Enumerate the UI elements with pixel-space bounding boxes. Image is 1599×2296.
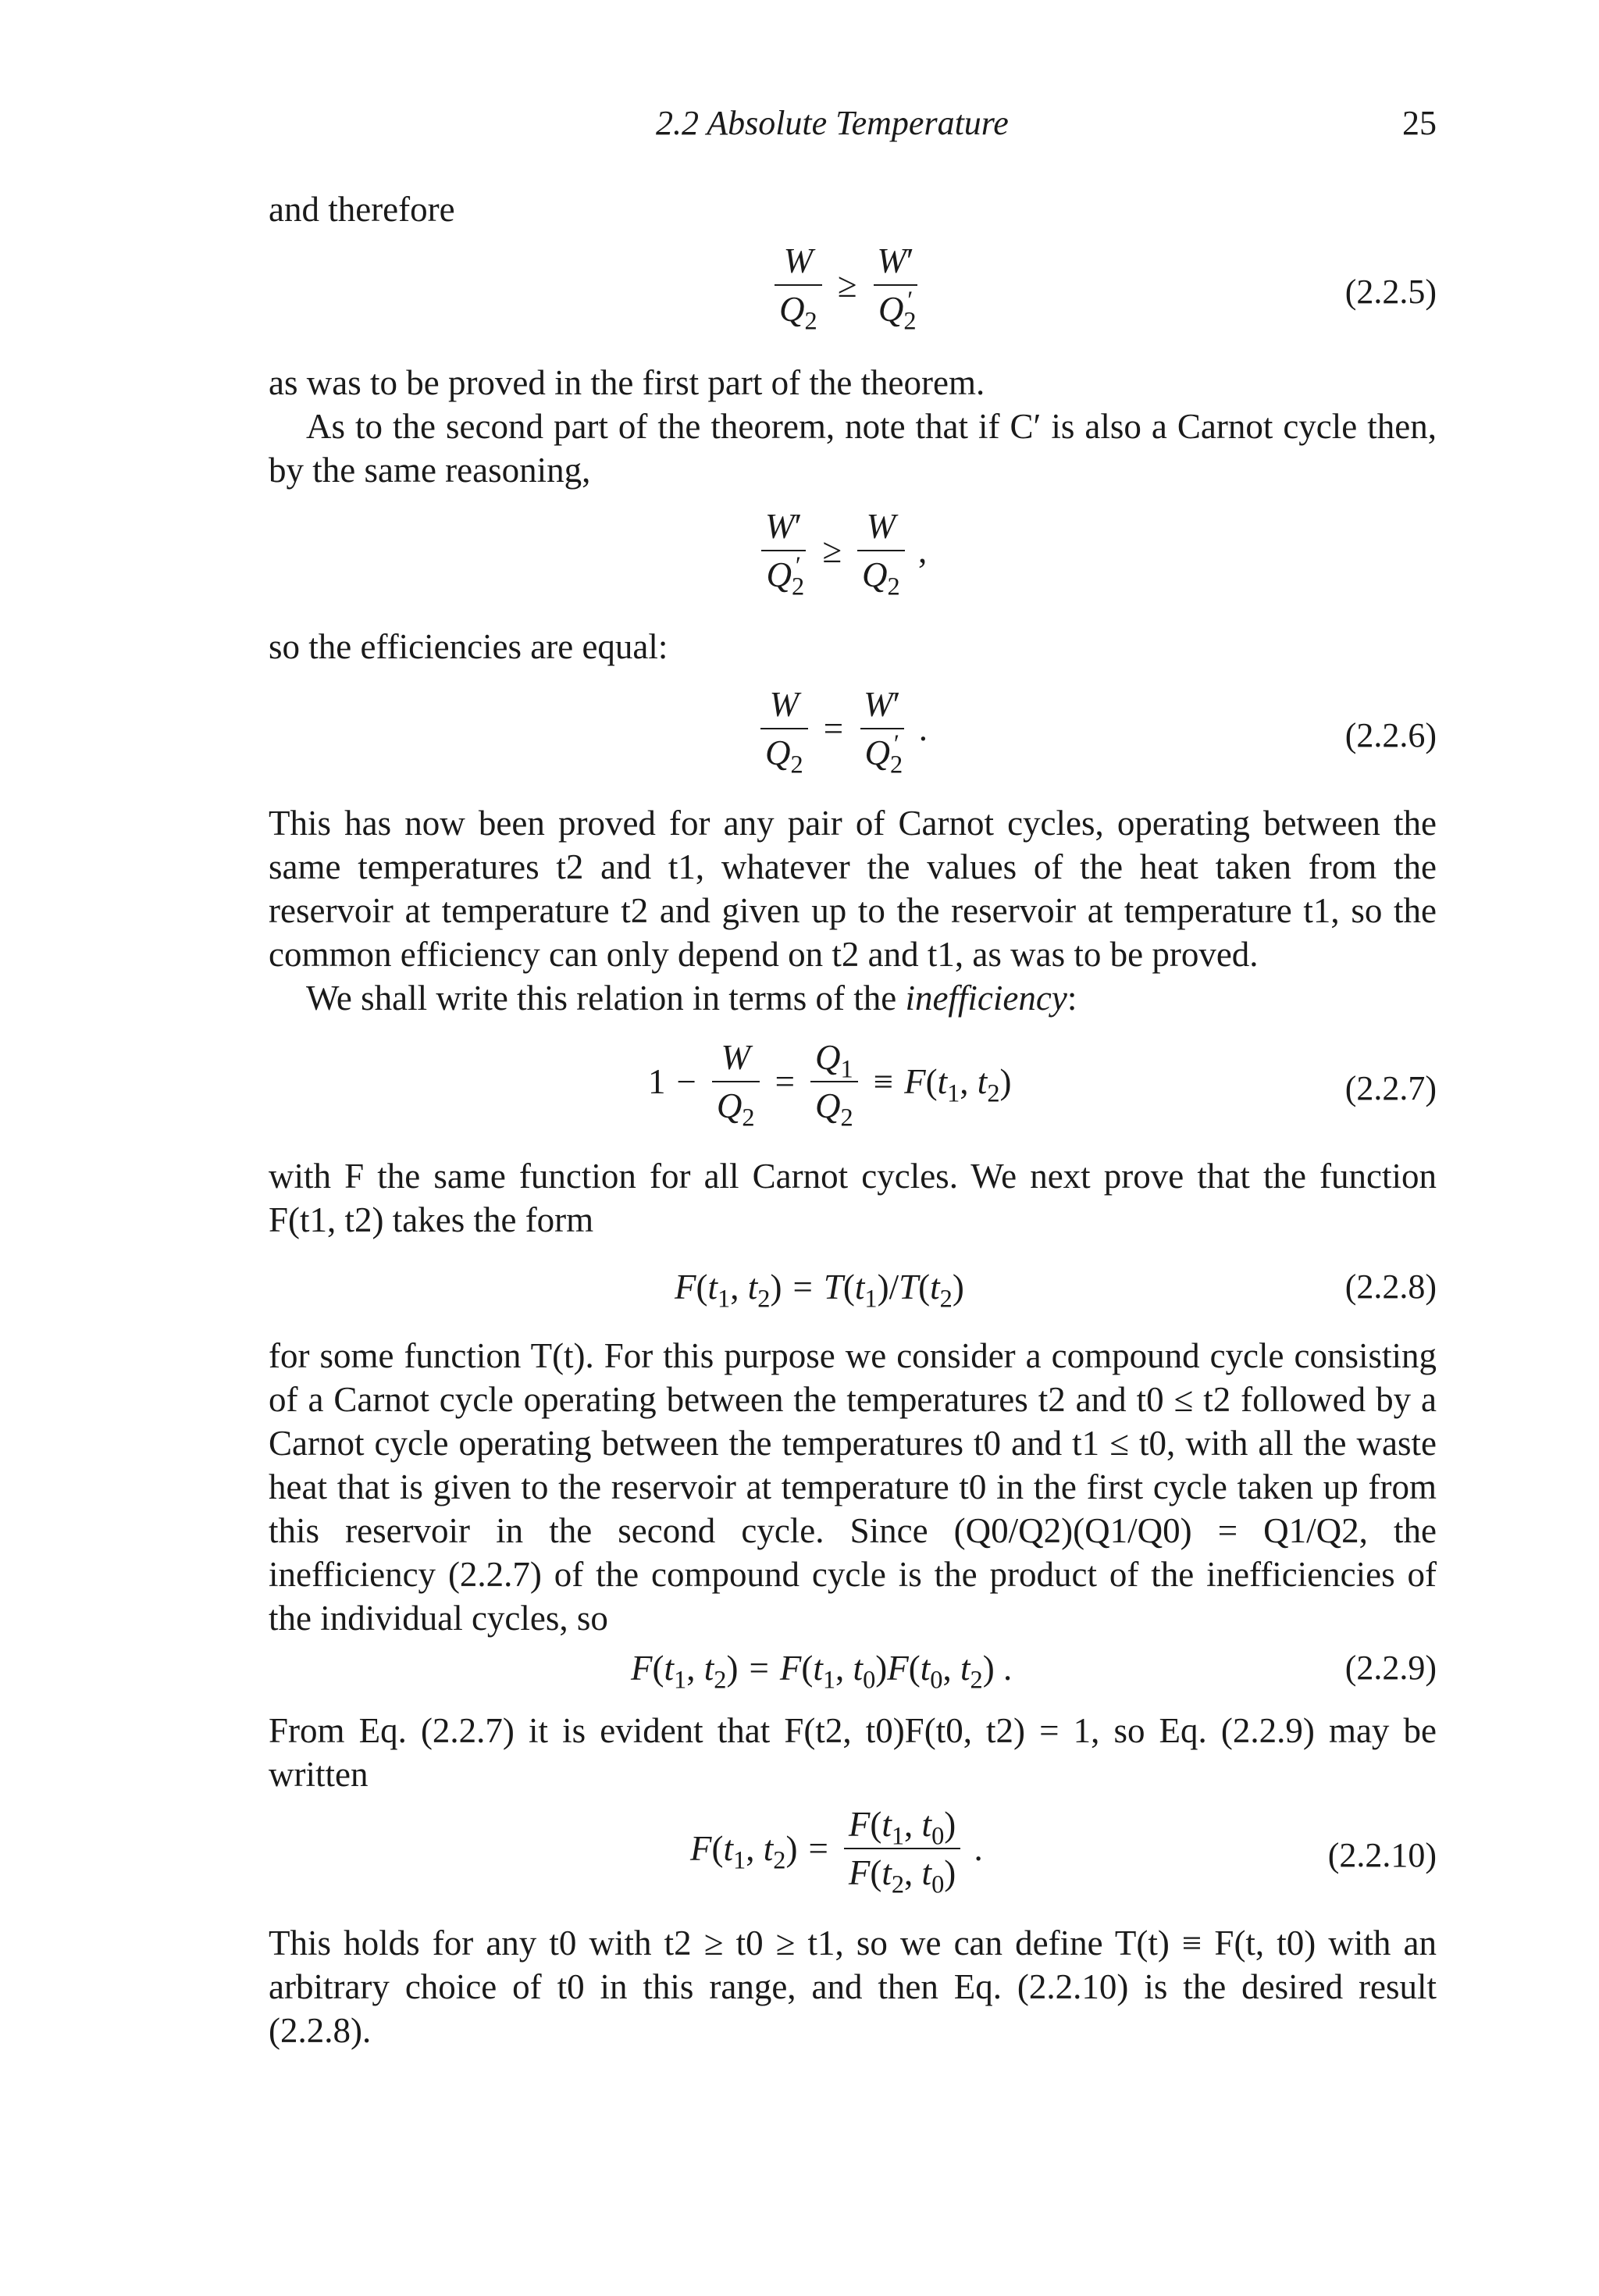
equation-2-2-5: $\frac{W}{Q_2}$ ≥ $\frac{W'}{Q_2'}$ xyxy=(770,242,924,328)
equation-2-2-9: $F(t_1$, $t_2$) = $F(t_1$, $t_0)F(t_0$, $t_2$) . xyxy=(631,1649,1013,1695)
equation-number: (2.2.5) xyxy=(1344,273,1437,311)
fraction: $\frac{W}{Q_2}$ xyxy=(712,1039,760,1125)
paragraph-block xyxy=(269,1921,1437,2052)
paragraph-text: From Eq. (2.2.7) it is evident that F(t2, t0)F(t0, t2) = 1, so Eq. (2.2.9) may be written xyxy=(269,1711,1437,1794)
equation-unnumbered: $\frac{W'}{Q_2'}$ ≥ $\frac{W}{Q_2}$ , xyxy=(756,508,927,594)
running-header-title: 2.2 Absolute Temperature xyxy=(656,104,1009,142)
paragraph-text: This has now been proved for any pair of Carnot cycles, operating between the same temperatures t2 and t1, whatever the values of the heat taken from the reservoir at temperature t2 and given up to the reservoir at temperature t1, so the common efficiency can only depend on t2 and t1, as was to be proved. xyxy=(269,804,1437,974)
paragraph-block xyxy=(269,625,1437,668)
paragraph-text xyxy=(269,976,1437,1020)
paragraph-block xyxy=(269,1709,1437,1796)
paragraph-block xyxy=(269,361,1437,492)
fraction: $\frac{F(t_1, t_0)}{F(t_2, t_0)}$ xyxy=(844,1806,960,1891)
paragraph-block xyxy=(269,1334,1437,1640)
paragraph-text: as was to be proved in the first part of the theorem. xyxy=(269,363,985,402)
paragraph-text: so the efficiencies are equal: xyxy=(269,627,668,666)
text-segment: We shall write this relation in terms of the xyxy=(306,979,906,1018)
equation-number: (2.2.10) xyxy=(1327,1836,1437,1874)
fraction: $\frac{W}{Q_2}$ xyxy=(775,242,822,328)
text-segment: is also a Carnot cycle then, by the same reasoning, xyxy=(269,407,1437,490)
fraction: $\frac{W}{Q_2}$ xyxy=(760,686,808,772)
equation-number: (2.2.9) xyxy=(1344,1649,1437,1687)
fraction: $\frac{W}{Q_2}$ xyxy=(857,508,905,594)
paragraph-block xyxy=(269,801,1437,1020)
paragraph-text: with F the same function for all Carnot cycles. We next prove that the function F(t1, t2) takes the form xyxy=(269,1157,1437,1239)
equation-2-2-8: $F(t_1$, $t_2$) = $T(t_1)/T(t_2)$ xyxy=(675,1267,964,1314)
equation-number: (2.2.6) xyxy=(1344,716,1437,754)
equation-number: (2.2.8) xyxy=(1344,1267,1437,1306)
equation-2-2-7: 1 − $\frac{W}{Q_2}$ = $\frac{Q_1}{Q_2}$ ≡ $F(t_1$, $t_2$) xyxy=(648,1038,1012,1132)
text-segment: As to the second part of the theorem, note that if C xyxy=(306,407,1034,446)
equation-2-2-6: $\frac{W}{Q_2}$ = $\frac{W'}{Q_2'}$ . xyxy=(756,686,928,772)
paragraph-intro xyxy=(269,187,1437,231)
equation-2-2-10: $F(t_1$, $t_2$) = $\frac{F(t_1, t_0)}{F(t_2, t_0)}$ . xyxy=(690,1805,983,1899)
text-segment: : xyxy=(1067,979,1077,1018)
equation-number: (2.2.7) xyxy=(1344,1069,1437,1107)
emphasis-text: inefficiency xyxy=(905,979,1067,1018)
fraction: $\frac{W'}{Q_2'}$ xyxy=(760,508,807,594)
fraction: $\frac{W'}{Q_2'}$ xyxy=(872,242,918,328)
paragraph-block xyxy=(269,1154,1437,1242)
page-number: 25 xyxy=(1402,104,1437,142)
paragraph-text: As to the second part of the theorem, note that if C′ is also a Carnot cycle then, by the same reasoning, xyxy=(269,407,1437,490)
paragraph-text: for some function T(t). For this purpose we consider a compound cycle consisting of a Carnot cycle operating between the temperatures t2 and t0 ≤ t2 followed by a Carnot cycle operating between the temperatures t0 and t1 ≤ t0, with all the waste heat that is given to the reservoir at temperature t0 in the first cycle taken up from this reservoir in the second cycle. Since (Q0/Q2)(Q1/Q0) = Q1/Q2, the inefficiency (2.2.7) of the compound cycle is the product of the inefficiencies of the individual cycles, so xyxy=(269,1336,1437,1638)
paragraph-text: and therefore xyxy=(269,190,455,229)
fraction: $\frac{Q_1}{Q_2}$ xyxy=(810,1039,858,1125)
fraction: $\frac{W'}{Q_2'}$ xyxy=(859,686,905,772)
paragraph-text: This holds for any t0 with t2 ≥ t0 ≥ t1, so we can define T(t) ≡ F(t, t0) with an arbitrary choice of t0 in this range, and then Eq. (2.2.10) is the desired result (2.2.8). xyxy=(269,1923,1437,2050)
